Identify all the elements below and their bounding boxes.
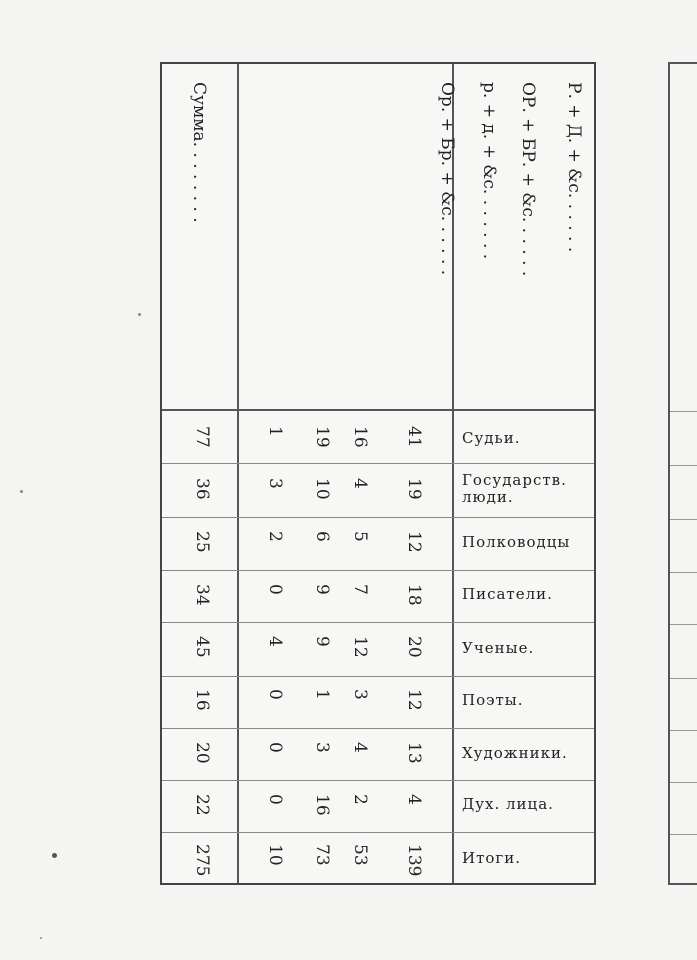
cell: 19 [404, 478, 424, 500]
speck [20, 490, 23, 493]
cell: 3 [265, 478, 285, 489]
category-label: Поэты. [462, 691, 524, 709]
divider-row [670, 411, 697, 412]
divider-row [162, 728, 594, 729]
category-label: Полководцы [462, 533, 571, 551]
cell: 16 [350, 426, 370, 448]
divider-row [670, 519, 697, 520]
cell: 22 [192, 794, 212, 816]
cell: 0 [265, 689, 285, 700]
cell: 53 [350, 844, 370, 866]
cell: 6 [312, 531, 332, 542]
divider-header [162, 409, 594, 411]
divider-row [670, 624, 697, 625]
cell: 1 [265, 426, 285, 437]
cell: 20 [404, 636, 424, 658]
row-label-sum: Сумма. . . . . . . . [189, 82, 209, 223]
cell: 275 [192, 844, 212, 877]
cell: 45 [192, 636, 212, 658]
cell: 9 [312, 636, 332, 647]
cell: 10 [312, 478, 332, 500]
category-label: Ученые. [462, 639, 535, 657]
speck [40, 937, 42, 939]
cell: 2 [350, 794, 370, 805]
divider-row [162, 676, 594, 677]
row-label-or-br: ОР. + БР. + &c. . . . . . [518, 82, 538, 277]
cell: 41 [404, 426, 424, 448]
cell: 4 [350, 478, 370, 489]
cell: 36 [192, 478, 212, 500]
cell: 16 [192, 689, 212, 711]
cell: 9 [312, 584, 332, 595]
cell: 3 [350, 689, 370, 700]
divider-row [162, 570, 594, 571]
cell: 0 [265, 794, 285, 805]
divider-row [670, 572, 697, 573]
cell: 0 [265, 742, 285, 753]
table-frame [160, 62, 596, 885]
divider-row [670, 678, 697, 679]
cell: 12 [404, 531, 424, 553]
category-label: Художники. [462, 744, 568, 762]
divider-row [162, 780, 594, 781]
category-label: Итоги. [462, 849, 522, 867]
row-label-r-d: р. + д. + &c. . . . . . . [479, 82, 499, 260]
category-label: Государств. люди. [462, 471, 567, 506]
cell: 10 [265, 844, 285, 866]
divider-row [670, 465, 697, 466]
divider-row [162, 517, 594, 518]
cell: 25 [192, 531, 212, 553]
cell: 2 [265, 531, 285, 542]
divider-row [670, 782, 697, 783]
cell: 3 [312, 742, 332, 753]
divider-row [162, 622, 594, 623]
cell: 16 [312, 794, 332, 816]
row-label-rd: Р. + Д. + &c. . . . . . [564, 82, 584, 253]
cell: 12 [350, 636, 370, 658]
cell: 34 [192, 584, 212, 606]
cell: 139 [404, 844, 424, 877]
divider-row [162, 832, 594, 833]
cell: 13 [404, 742, 424, 764]
cell: 73 [312, 844, 332, 866]
cell: 5 [350, 531, 370, 542]
speck [138, 313, 141, 316]
divider-row [670, 834, 697, 835]
adjacent-table-edge [668, 62, 697, 885]
category-label: Дух. лица. [462, 795, 554, 813]
cell: 4 [350, 742, 370, 753]
divider-sum-column [237, 64, 239, 883]
cell: 7 [350, 584, 370, 595]
cell: 1 [312, 689, 332, 700]
row-label-or-br-lower: Ор. + Бр. + &c. . . . . . [437, 82, 457, 276]
cell: 12 [404, 689, 424, 711]
cell: 77 [192, 426, 212, 448]
cell: 20 [192, 742, 212, 764]
divider-row [670, 730, 697, 731]
cell: 18 [404, 584, 424, 606]
cell: 4 [404, 794, 424, 805]
category-label: Судьи. [462, 429, 521, 447]
cell: 0 [265, 584, 285, 595]
category-label: Писатели. [462, 585, 553, 603]
cell: 4 [265, 636, 285, 647]
divider-row [162, 463, 594, 464]
cell: 19 [312, 426, 332, 448]
speck [52, 853, 57, 858]
